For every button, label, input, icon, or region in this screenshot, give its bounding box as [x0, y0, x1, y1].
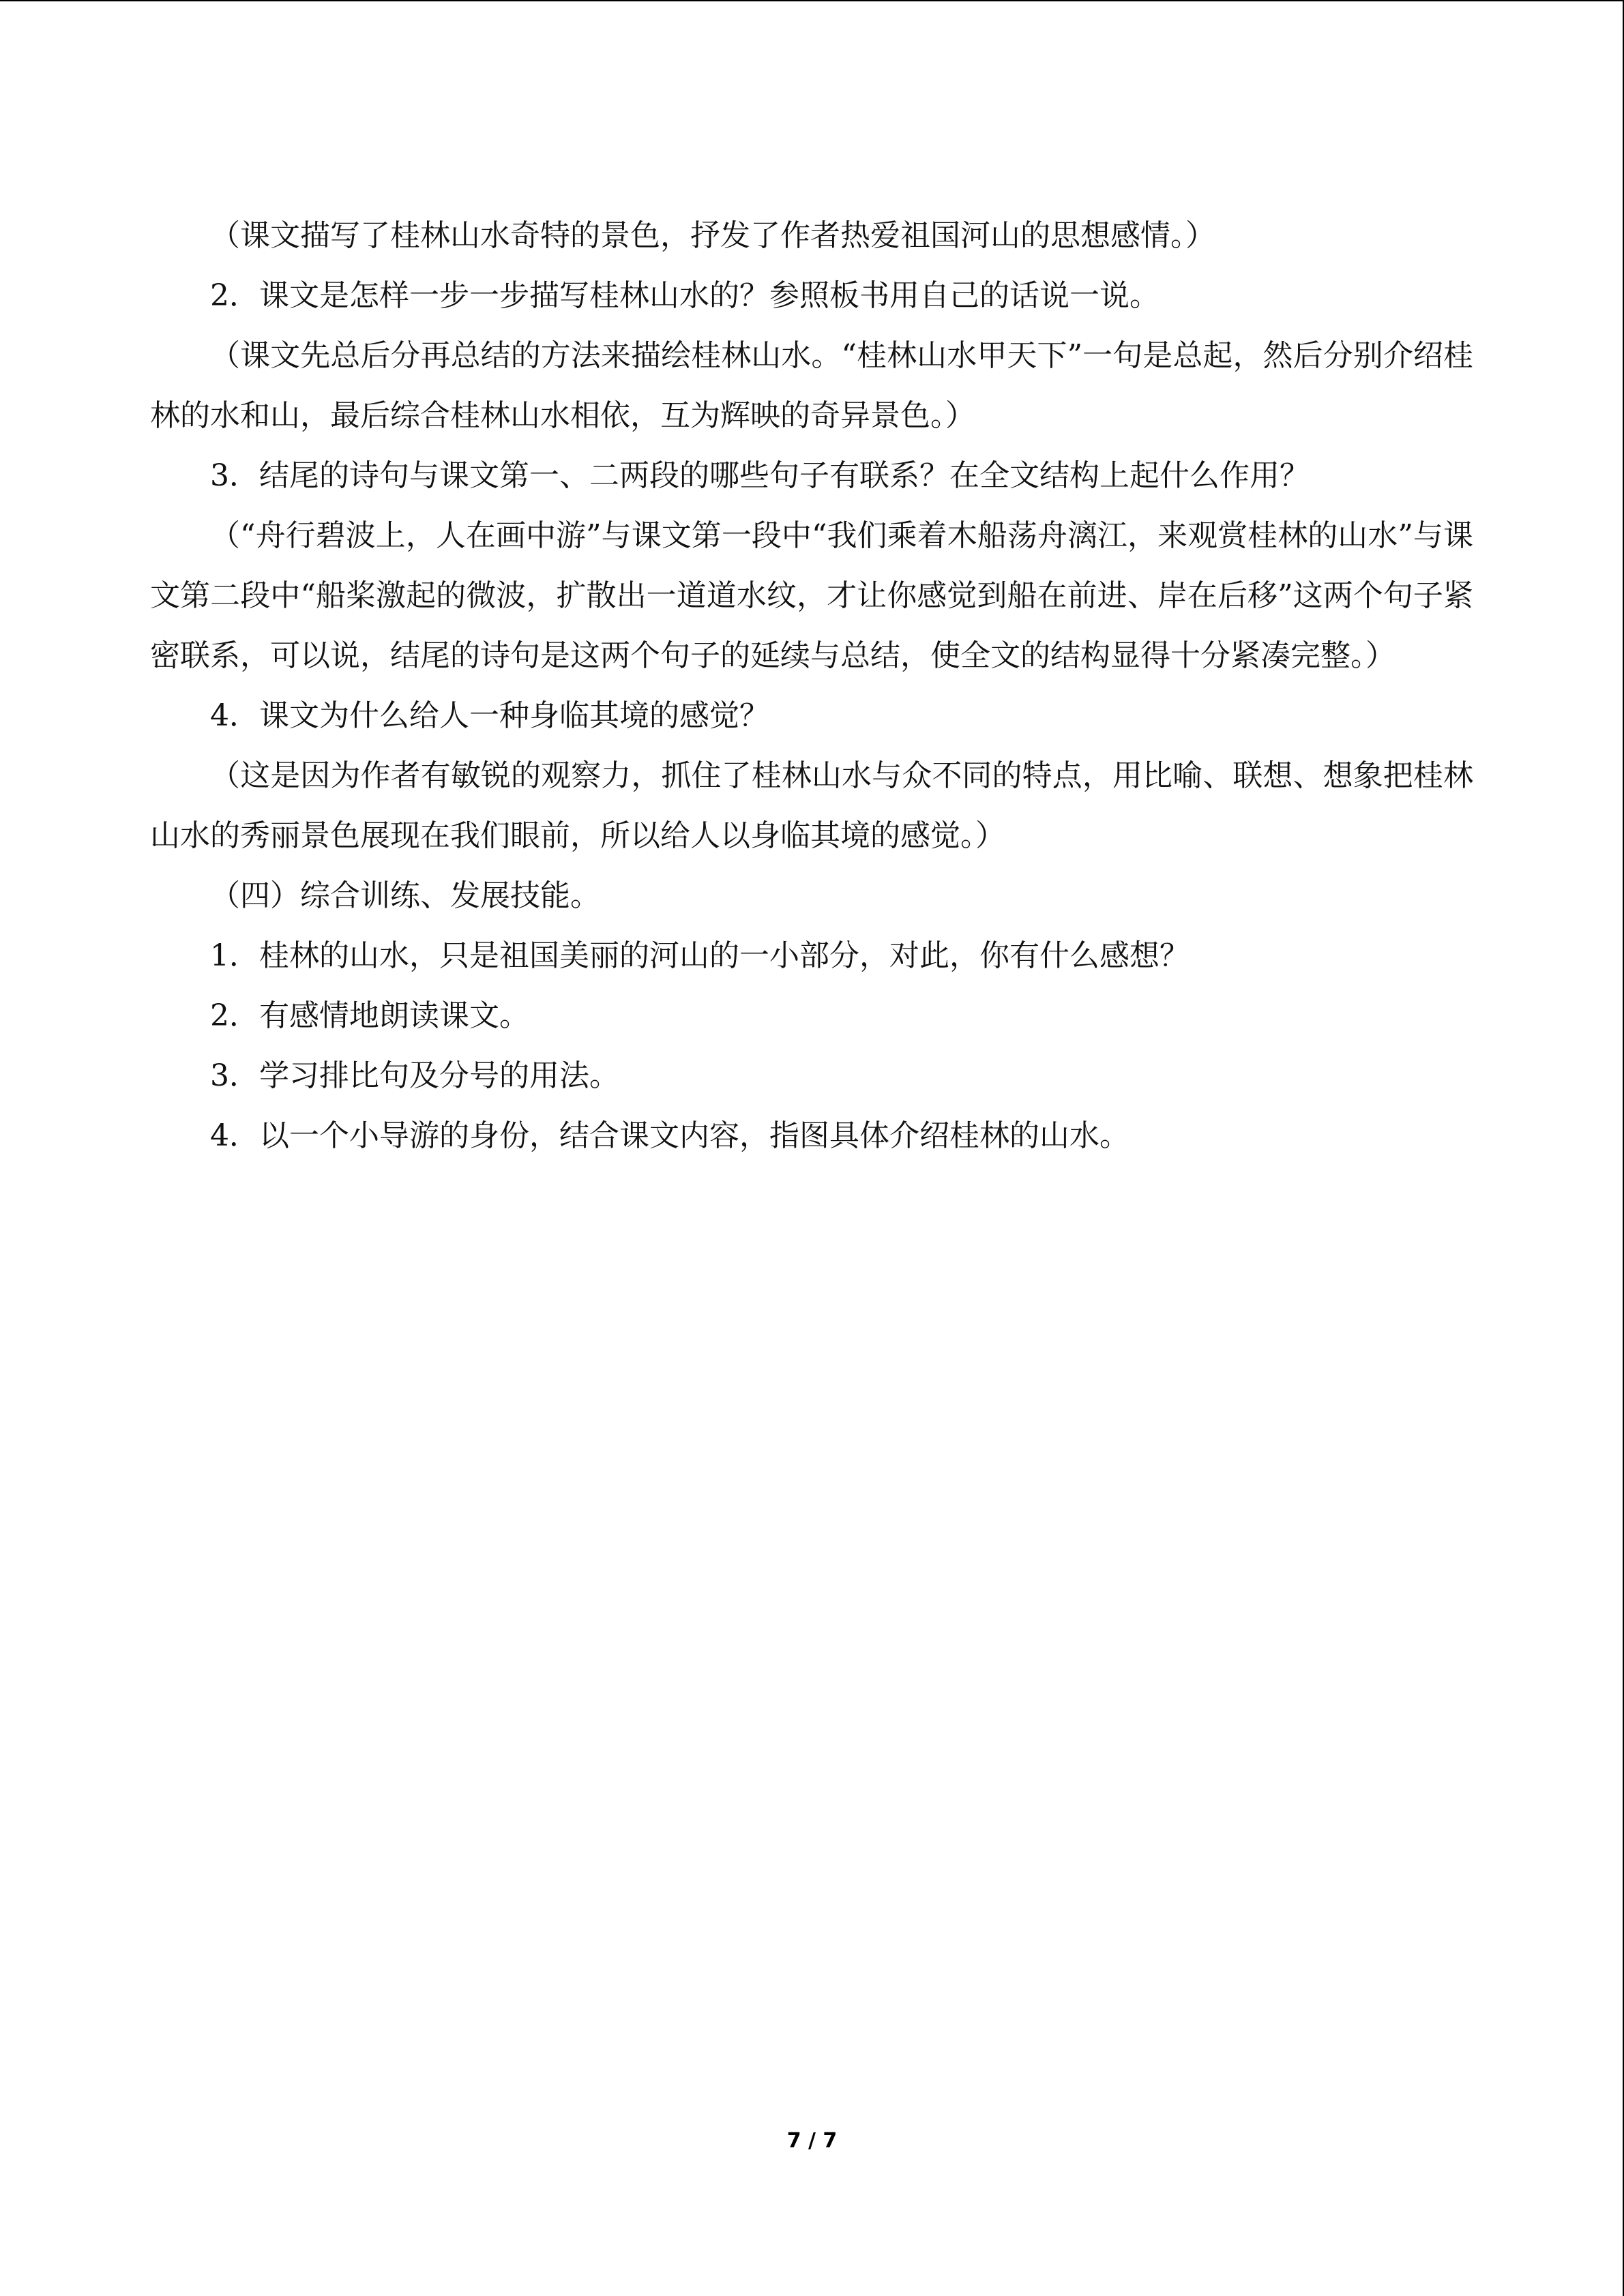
paragraph-answer-4: （这是因为作者有敏锐的观察力，抓住了桂林山水与众不同的特点，用比喻、联想、想象把桂林山水的秀丽景色展现在我们眼前，所以给人以身临其境的感觉。） [150, 758, 1473, 853]
list-item-1: 1．桂林的山水，只是祖国美丽的河山的一小部分，对此，你有什么感想？ [210, 938, 1190, 973]
paragraph-answer-3: （“舟行碧波上，人在画中游”与课文第一段中“我们乘着木船荡舟漓江，来观赏桂林的山水”与课文第二段中“船桨激起的微波，扩散出一道道水纹，才让你感觉到船在前进、岸在后移”这两个句子紧密联系，可以说，结尾的诗句是这两个句子的延续与总结，使全文的结构显得十分紧凑完整。） [150, 518, 1473, 673]
paragraph-question-4: 4．课文为什么给人一种身临其境的感觉？ [210, 698, 769, 733]
list-item-2: 2．有感情地朗读课文。 [210, 998, 529, 1033]
page-number: 7 / 7 [786, 2129, 838, 2153]
paragraph-question-2: 2．课文是怎样一步一步描写桂林山水的？参照板书用自己的话说一说。 [210, 278, 1160, 313]
paragraph-answer-1: （课文描写了桂林山水奇特的景色，抒发了作者热爱祖国河山的思想感情。） [210, 218, 1215, 253]
paragraph-answer-2: （课文先总后分再总结的方法来描绘桂林山水。“桂林山水甲天下”一句是总起，然后分别介绍桂林的水和山，最后综合桂林山水相依，互为辉映的奇异景色。） [150, 338, 1473, 433]
document-body [150, 206, 1473, 1166]
paragraph-question-3: 3．结尾的诗句与课文第一、二两段的哪些句子有联系？在全文结构上起什么作用？ [210, 458, 1310, 493]
list-item-3: 3．学习排比句及分号的用法。 [210, 1058, 619, 1093]
section-heading-4: （四）综合训练、发展技能。 [210, 878, 600, 913]
list-item-4: 4．以一个小导游的身份，结合课文内容，指图具体介绍桂林的山水。 [210, 1118, 1130, 1153]
